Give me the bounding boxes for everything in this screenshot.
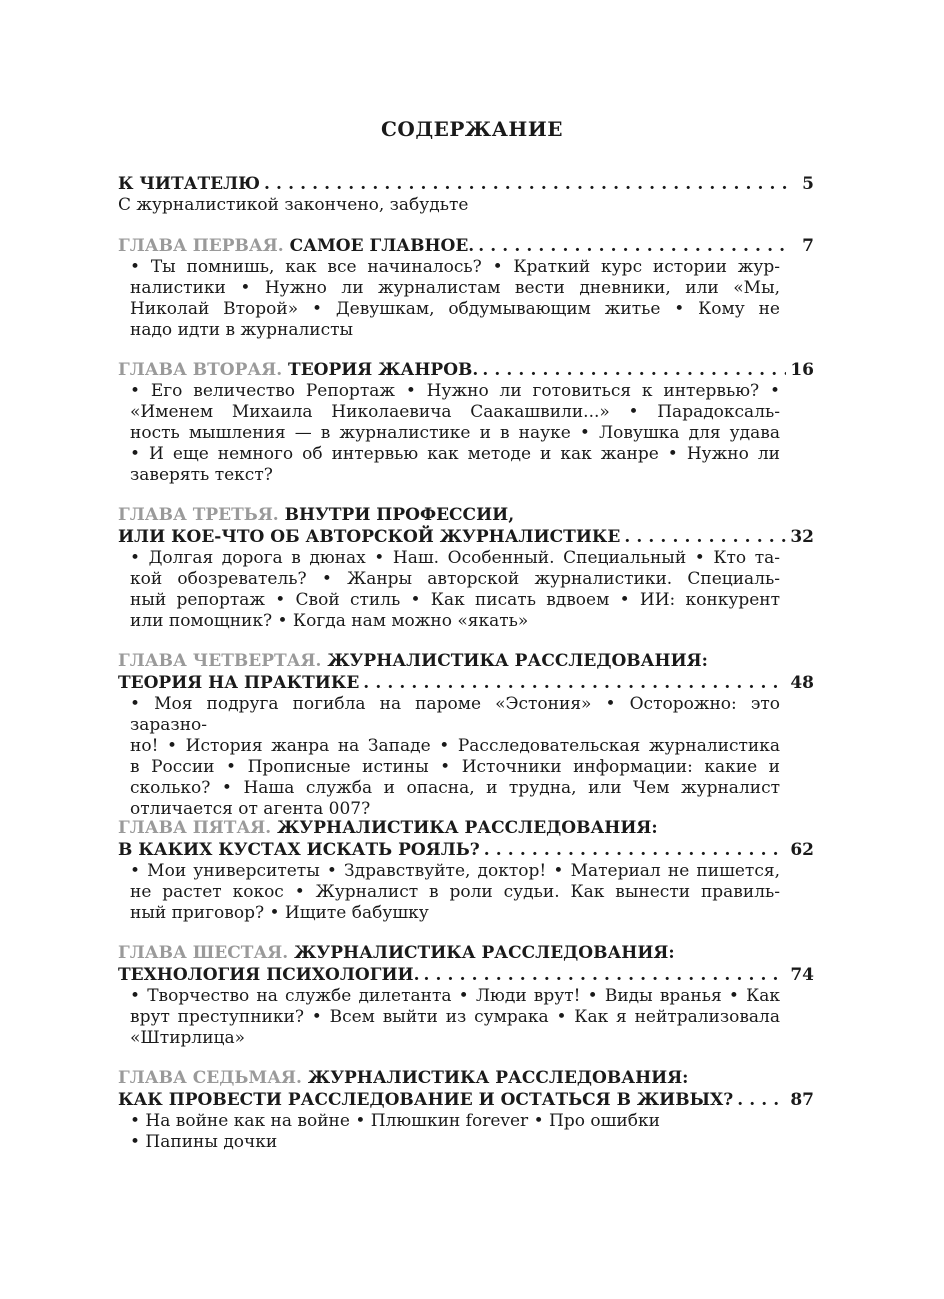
page-number: 87 [790, 1090, 814, 1110]
entry-title: ЖУРНАЛИСТИКА РАССЛЕДОВАНИЯ: [307, 1068, 689, 1088]
chapter-label: ГЛАВА СЕДЬМАЯ. [118, 1068, 302, 1088]
entry-description: • Мои университеты • Здравствуйте, доктор! • Материал не пишется, не растет кокос • Журналист в роли судьи. Как вынести правиль- ный приговор? • Ищите бабушку [130, 861, 780, 923]
entry-title-cont: КАК ПРОВЕСТИ РАССЛЕДОВАНИЕ И ОСТАТЬСЯ В ЖИВЫХ? [118, 1090, 734, 1110]
toc-entry[interactable] [118, 817, 814, 924]
dot-leader [363, 672, 786, 694]
entry-title-cont: В КАКИХ КУСТАХ ИСКАТЬ РОЯЛЬ? [118, 840, 480, 860]
dot-leader [482, 359, 786, 381]
entry-title: ЖУРНАЛИСТИКА РАССЛЕДОВАНИЯ: [294, 943, 675, 963]
chapter-label: ГЛАВА ТРЕТЬЯ. [118, 505, 279, 525]
entry-description: С журналистикой закончено, забудьте [118, 195, 469, 215]
page-title: СОДЕРЖАНИЕ [381, 117, 563, 141]
entry-title-cont: ТЕХНОЛОГИЯ ПСИХОЛОГИИ. [118, 965, 420, 985]
entry-title-cont: ИЛИ КОЕ-ЧТО ОБ АВТОРСКОЙ ЖУРНАЛИСТИКЕ [118, 527, 621, 547]
toc-entry[interactable] [118, 504, 814, 632]
page-number: 74 [790, 965, 814, 985]
toc-entry[interactable] [118, 650, 814, 820]
entry-description: • Его величество Репортаж • Нужно ли готовиться к интервью? • «Именем Михаила Николаевича Саакашвили...» • Парадоксаль- ность мышления — в журналистике и в науке • Ловушка для удава • И еще немного об интервью как методе и как жанре • Нужно ли заверять текст? [130, 381, 780, 485]
entry-title: ВНУТРИ ПРОФЕССИИ, [284, 505, 515, 525]
dot-leader [478, 235, 790, 257]
page-number: 7 [802, 236, 814, 256]
toc-entry[interactable] [118, 1067, 814, 1153]
entry-description: • На войне как на войне • Плюшкин forever • Про ошибки • Папины дочки [130, 1111, 660, 1152]
page-number: 16 [790, 360, 814, 380]
entry-title: ЖУРНАЛИСТИКА РАССЛЕДОВАНИЯ: [277, 818, 658, 838]
dot-leader [484, 839, 787, 861]
entry-description: • Моя подруга погибла на пароме «Эстония» • Осторожно: это заразно- но! • История жанра на Западе • Расследовательская журналистика в России • Прописные истины • Источники информации: какие и сколько? • Наша служба и опасна, и трудна, или Чем журналист отличается от агента 007? [130, 694, 780, 819]
entry-title-cont: ТЕОРИЯ НА ПРАКТИКЕ [118, 673, 360, 693]
entry-description: • Ты помнишь, как все начиналось? • Краткий курс истории жур- налистики • Нужно ли журналистам вести дневники, или «Мы, Николай Второй» • Девушкам, обдумывающим житье • Кому не надо идти в журналисты [130, 257, 780, 340]
toc-entry[interactable] [118, 942, 814, 1049]
toc-entry[interactable] [118, 173, 814, 216]
page-number: 32 [790, 527, 814, 547]
page-number: 62 [790, 840, 814, 860]
entry-title: ЖУРНАЛИСТИКА РАССЛЕДОВАНИЯ: [327, 651, 708, 671]
toc-entry[interactable] [118, 359, 814, 486]
chapter-label: ГЛАВА ЧЕТВЕРТАЯ. [118, 651, 322, 671]
page-number: 5 [802, 174, 814, 194]
chapter-label: ГЛАВА ШЕСТАЯ. [118, 943, 289, 963]
entry-title: ТЕОРИЯ ЖАНРОВ. [288, 360, 479, 380]
chapter-label: ГЛАВА ВТОРАЯ. [118, 360, 283, 380]
dot-leader [264, 173, 790, 195]
dot-leader [737, 1089, 786, 1111]
dot-leader [624, 526, 786, 548]
chapter-label: ГЛАВА ПЯТАЯ. [118, 818, 272, 838]
toc-entry[interactable] [118, 235, 814, 341]
entry-title: САМОЕ ГЛАВНОЕ. [289, 236, 475, 256]
entry-title: К ЧИТАТЕЛЮ [118, 174, 260, 194]
chapter-label: ГЛАВА ПЕРВАЯ. [118, 236, 284, 256]
entry-description: • Долгая дорога в дюнах • Наш. Особенный. Специальный • Кто та- кой обозреватель? • Жанры авторской журналистики. Специаль- ный репортаж • Свой стиль • Как писать вдвоем • ИИ: конкурент или помощник? • Когда нам можно «якать» [130, 548, 780, 631]
dot-leader [423, 964, 786, 986]
page-number: 48 [790, 673, 814, 693]
entry-description: • Творчество на службе дилетанта • Люди врут! • Виды вранья • Как врут преступники? • Всем выйти из сумрака • Как я нейтрализовала «Штирлица» [130, 986, 780, 1048]
